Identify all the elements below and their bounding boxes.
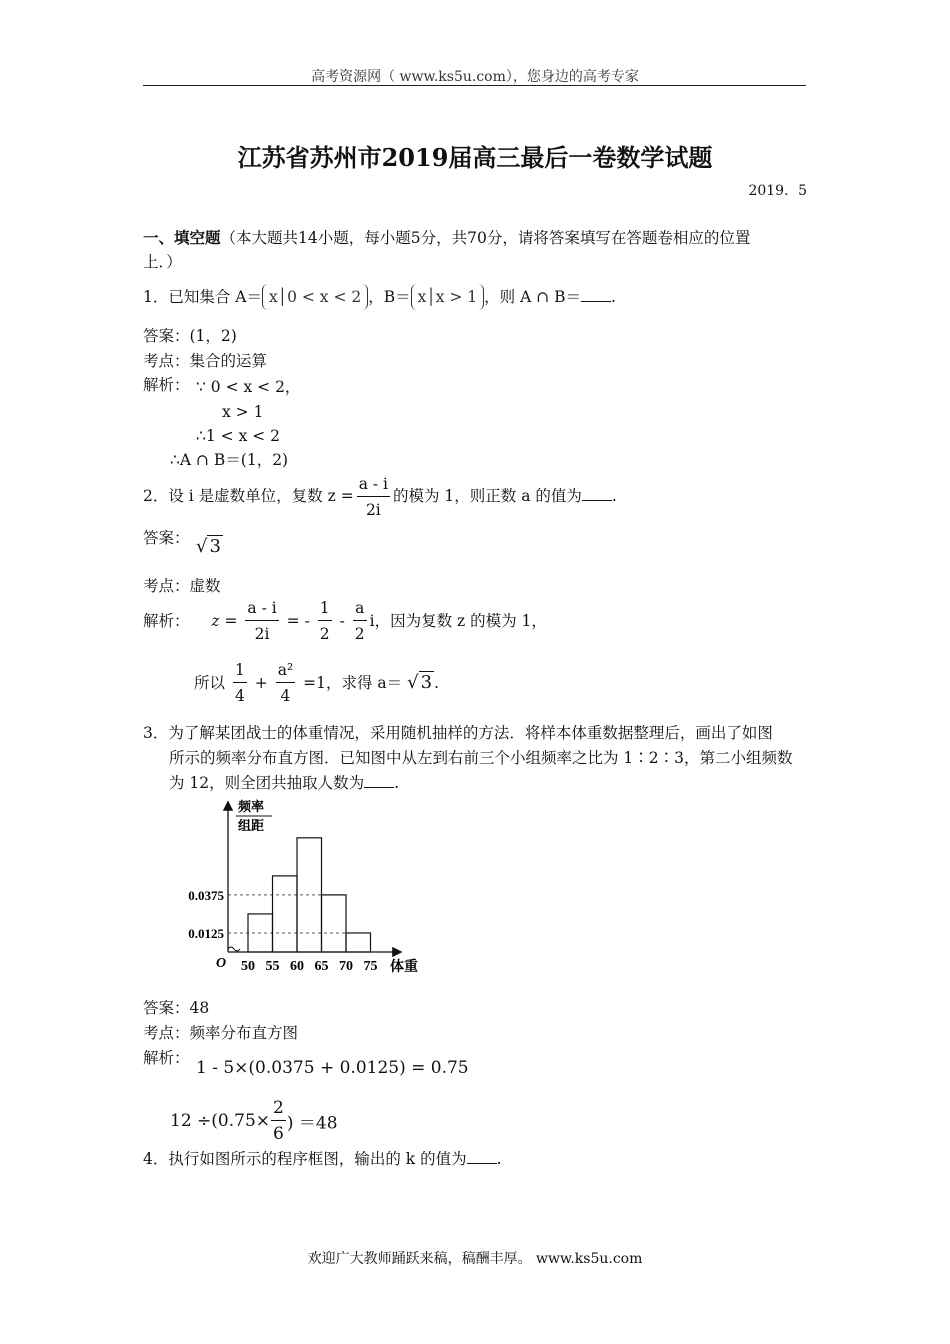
q4-text: 执行如图所示的程序框图，输出的 k 的值为 xyxy=(168,1150,467,1168)
page-title: 江苏省苏州市2019届高三最后一卷数学试题 xyxy=(237,143,713,172)
frac-num: a - i xyxy=(247,599,277,617)
x-tick-label: 65 xyxy=(314,959,329,974)
q3-line1: 3．为了解某团战士的体重情况，采用随机抽样的方法．将样本体重数据整理后，画出了如图 xyxy=(143,724,773,742)
q1-step2: x > 1 xyxy=(222,403,264,421)
q2-eq-mid: = - xyxy=(286,612,310,630)
frac-num: 2 xyxy=(273,1098,284,1118)
q3-point: 考点：频率分布直方图 xyxy=(143,1024,299,1042)
q2-eq-frac3 xyxy=(353,598,367,644)
q2-analysis-label: 解析： xyxy=(143,612,190,630)
frac-den: 6 xyxy=(271,1120,286,1144)
q3-eq2 xyxy=(170,1098,338,1144)
q2-eq-i: i xyxy=(369,612,375,630)
q1-point: 考点：集合的运算 xyxy=(143,352,268,370)
q2-eq-frac2 xyxy=(318,598,332,644)
section-desc: （本大题共14小题，每小题5分，共70分，请将答案填写在答题卷相应的位置 xyxy=(220,229,751,247)
x-tick-label: 70 xyxy=(339,959,353,974)
frac-den: 2 xyxy=(353,620,367,644)
q2-answer-label: 答案： xyxy=(143,529,190,547)
q3-line2: 所示的频率分布直方图．已知图中从左到右前三个小组频率之比为 1∶2∶3，第二小组频数 xyxy=(169,749,793,767)
q2-solution xyxy=(194,660,439,706)
y-label-den: 组距 xyxy=(238,818,265,833)
question-2 xyxy=(143,474,617,520)
q2-eq-suffix: ，因为复数 z 的模为 1， xyxy=(374,612,547,630)
q2-analysis xyxy=(143,598,547,644)
q2-suffix: 的模为 1，则正数 a 的值为 xyxy=(393,487,582,505)
q2-so: 所以 xyxy=(194,674,226,692)
origin-label: O xyxy=(216,956,227,971)
sqrt-symbol: √ 3 xyxy=(196,536,221,557)
frac-num: 1 xyxy=(234,661,245,679)
q1-suffix: ，则 A ∩ B＝ xyxy=(484,288,582,306)
x-axis-label: 体重 xyxy=(390,958,418,974)
q1-mid: ，B＝ xyxy=(368,288,411,306)
y-tick-label: 0.0125 xyxy=(188,925,224,941)
y-label-num: 频率 xyxy=(238,799,265,814)
frac-den: 2 xyxy=(318,620,332,644)
sqrt-symbol: √ 3 xyxy=(407,672,433,693)
section-desc-2: 上．） xyxy=(143,253,182,271)
q2-answer xyxy=(143,528,190,548)
q2-eq-frac1 xyxy=(245,598,278,644)
q1-step3: ∴1 < x < 2 xyxy=(196,427,281,445)
q2-number: 2． xyxy=(143,487,169,505)
answer-blank xyxy=(467,1149,497,1164)
q2-sqrt-value: 3 xyxy=(209,536,221,557)
q1-prefix: 已知集合 A＝ xyxy=(168,288,262,306)
histogram-bar xyxy=(273,876,298,952)
section-heading xyxy=(143,228,750,248)
q2-prefix: 设 i 是虚数单位，复数 z = xyxy=(168,487,354,505)
q1-analysis-label: 解析： xyxy=(143,376,190,394)
frac-den: 4 xyxy=(276,682,295,706)
q3-line3-text: 为 12，则全团共抽取人数为 xyxy=(169,774,365,792)
question-1 xyxy=(143,284,616,310)
q3-eq2-frac xyxy=(271,1098,286,1144)
page-header: 高考资源网（ www.ks5u.com），您身边的高考专家 xyxy=(311,69,639,85)
frac-num: a² xyxy=(277,661,294,679)
x-tick-label: 75 xyxy=(363,959,378,974)
q1-end: . xyxy=(611,288,616,306)
q2-eq-minus: - xyxy=(339,612,345,630)
q2-eq-lhs: z = xyxy=(211,612,238,630)
q3-line3 xyxy=(169,773,399,793)
date: 2019．5 xyxy=(748,183,807,199)
section-title: 一、填空题 xyxy=(143,228,221,247)
frac-num: a xyxy=(355,599,365,617)
set-b: x│x > 1 xyxy=(411,284,485,310)
frac-num: 1 xyxy=(319,599,330,617)
question-4 xyxy=(143,1149,502,1169)
q2-frac-den: 2i xyxy=(357,496,390,520)
histogram-chart xyxy=(170,795,440,980)
q3-end: . xyxy=(394,774,400,792)
answer-blank xyxy=(582,486,612,501)
x-tick-label: 55 xyxy=(265,959,280,974)
axis-break xyxy=(228,947,240,951)
q3-eq2-post: ) ＝48 xyxy=(286,1113,338,1134)
q2-frac-num: a - i xyxy=(358,475,388,493)
q4-number: 4． xyxy=(143,1150,169,1168)
q3-analysis-label: 解析： xyxy=(143,1049,190,1067)
q2-s-suffix: ，求得 a＝ xyxy=(325,674,403,692)
frac-den: 4 xyxy=(233,682,247,706)
x-tick-label: 50 xyxy=(241,959,255,974)
q1-step4: ∴A ∩ B＝(1，2) xyxy=(170,451,289,469)
y-tick-label: 0.0375 xyxy=(188,887,224,903)
q2-s-frac2 xyxy=(276,660,295,706)
q1-step1: ∵ 0 < x < 2， xyxy=(196,378,301,396)
q4-end: . xyxy=(496,1150,502,1168)
q3-eq2-pre: 12 ÷(0.75× xyxy=(170,1111,271,1131)
frac-den: 2i xyxy=(245,620,278,644)
q2-s-frac1 xyxy=(233,660,247,706)
histogram-bar xyxy=(346,933,371,952)
set-a: x│0 < x < 2 xyxy=(262,284,368,310)
answer-blank xyxy=(581,287,611,302)
q2-end: . xyxy=(611,487,617,505)
q2-answer-value xyxy=(196,536,223,557)
q2-point: 考点：虚数 xyxy=(143,577,221,595)
histogram-bar xyxy=(322,895,347,952)
q3-eq1: 1 - 5×(0.0375 + 0.0125) = 0.75 xyxy=(196,1058,469,1078)
q2-s-end: . xyxy=(434,674,439,692)
header-rule xyxy=(143,85,806,86)
q1-number: 1． xyxy=(143,288,169,306)
q3-answer: 答案：48 xyxy=(143,999,210,1017)
page-footer: 欢迎广大教师踊跃来稿，稿酬丰厚。 www.ks5u.com xyxy=(307,1251,643,1267)
x-tick-label: 60 xyxy=(290,959,304,974)
q2-s-plus: + xyxy=(254,674,268,692)
q2-s-sqrt-value: 3 xyxy=(420,672,433,693)
q2-fraction xyxy=(357,474,390,520)
q2-s-eq: =1 xyxy=(303,674,326,692)
q1-answer: 答案：(1，2) xyxy=(143,327,237,345)
answer-blank xyxy=(364,773,394,788)
